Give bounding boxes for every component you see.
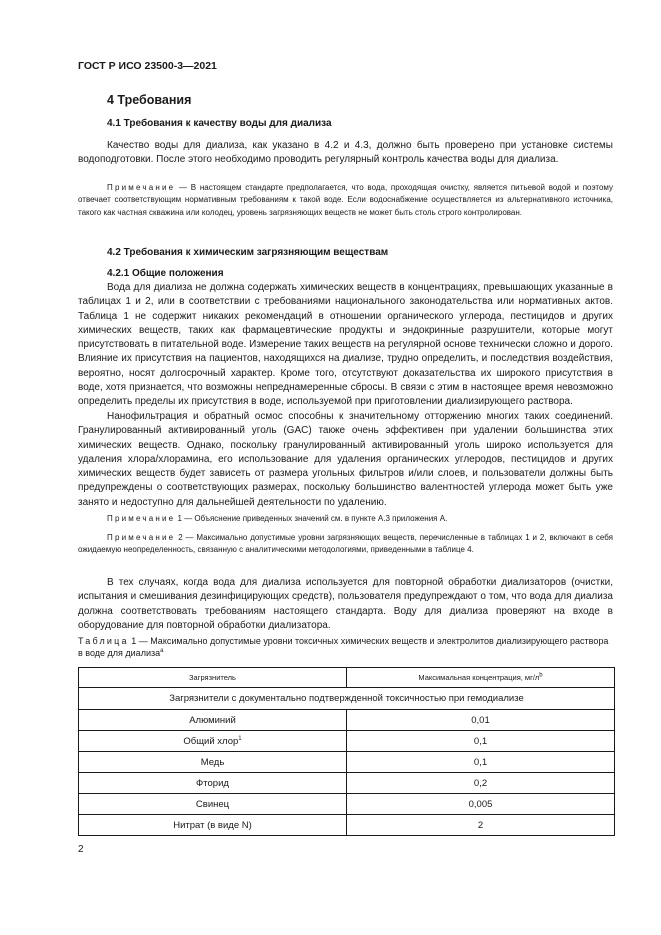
section-title-requirements: 4 Требования bbox=[107, 93, 192, 107]
table-row bbox=[79, 710, 615, 731]
max-concentration-value: 2 bbox=[347, 815, 615, 836]
paragraph-chemical-limits: Вода для диализа не должна содержать химических веществ в концентрациях, превышающих указанные в таблицах 1 и 2, или в соответствии с требованиями национального законодательства или нормативных актов. Таблица 1 не содержит никаких рекомендаций в отношении органического углерода, пестицидов и других химических веществ, таких как фармацевтические продукты и эндокринные разрушители, которые могут присутствовать в питательной воде. Измерение таких веществ на регулярной основе технически сложно и дорого. Влияние их присутствия на пациентов, находящихся на диализе, трудно определить, и последствия воздействия, вероятно, носят долгосрочный характер. Кроме того, отсутствуют доказательства их широкого присутствия в воде, хотя признается, что возможны непреднамеренные сбросы. В связи с этим в настоящее время невозможно определить пределы их присутствия в воде, используемой при приготовлении диализирующего раствора. bbox=[78, 282, 613, 408]
note-1-label: Примечание bbox=[107, 514, 176, 523]
max-concentration-value: 0,2 bbox=[347, 773, 615, 794]
page-number: 2 bbox=[78, 844, 84, 855]
table-caption-text: 1 — Максимально допустимые уровни токсичных химических веществ и электролитов диализирующего раствора в воде для диализа bbox=[78, 636, 609, 658]
max-concentration-value: 0,1 bbox=[347, 752, 615, 773]
contaminants-table bbox=[78, 667, 615, 836]
table-row bbox=[79, 773, 615, 794]
table-row bbox=[79, 752, 615, 773]
note-drinking-water bbox=[78, 182, 613, 219]
note-label: Примечание bbox=[107, 183, 176, 192]
subsection-title-chemical: 4.2 Требования к химическим загрязняющим веществам bbox=[107, 247, 389, 258]
contaminant-name: Свинец bbox=[79, 794, 347, 815]
table-caption-label: Таблица bbox=[78, 636, 129, 646]
contaminant-name: Нитрат (в виде N) bbox=[79, 815, 347, 836]
subsection-title-general: 4.2.1 Общие положения bbox=[107, 268, 224, 279]
paragraph-reprocessing: В тех случаях, когда вода для диализа используется для повторной обработки диализаторов (очистки, испытания и смешивания дезинфицирующих средств), пользователя предупреждают о том, что вода для диализа должна соответствовать требованиям настоящего стандарта. Воду для диализа проверяют на входе в оборудование для повторной обработки диализатора. bbox=[78, 577, 613, 631]
standard-header: ГОСТ Р ИСО 23500-3—2021 bbox=[78, 60, 217, 72]
note-2-label: Примечание bbox=[107, 533, 176, 542]
note-2-text: 2 — Максимально допустимые уровни загрязняющих веществ, перечисленные в таблицах 1 и 2, включают в себя ожидаемую неопределенность, связанную с аналитическими методологиями, приведенными в таблице 4. bbox=[78, 533, 613, 555]
table-header-row bbox=[79, 668, 615, 688]
table-row bbox=[79, 794, 615, 815]
paragraph-water-quality: Качество воды для диализа, как указано в 4.2 и 4.3, должно быть проверено при установке системы водоподготовки. После этого необходимо проводить регулярный контроль качества воды для диализа. bbox=[78, 140, 613, 166]
note-text: — В настоящем стандарте предполагается, что вода, проходящая очистку, является питьевой водой и поэтому отвечает соответствующим нормативным требованиям к такой воде. Если водоснабжение осуществляется из альтернативного источника, такого как частная скважина или колодец, уровень загрязняющих веществ не может быть столь строго контролирован. bbox=[78, 183, 613, 217]
note-2 bbox=[78, 532, 613, 557]
column-header-max-concentration: Максимальная концентрация, $мг/л^b$ bbox=[347, 668, 615, 688]
table-group-row bbox=[79, 688, 615, 710]
note-1-text: 1 — Объяснение приведенных значений см. в пункте А.3 приложения А. bbox=[175, 514, 448, 523]
subsection-title-water-quality: 4.1 Требования к качеству воды для диализа bbox=[107, 118, 332, 129]
table-row bbox=[79, 815, 615, 836]
contaminant-name: Общий хлор$^1$ bbox=[79, 731, 347, 752]
max-concentration-value: 0,005 bbox=[347, 794, 615, 815]
column-header-contaminant: Загрязнитель bbox=[79, 668, 347, 688]
table-caption bbox=[78, 635, 615, 659]
table-caption-footnote: а bbox=[160, 648, 164, 654]
table-row bbox=[79, 731, 615, 752]
contaminant-name: Алюминий bbox=[79, 710, 347, 731]
contaminant-name: Медь bbox=[79, 752, 347, 773]
note-1 bbox=[78, 513, 613, 525]
table-group-label: Загрязнители с документально подтвержденной токсичностью при гемодиализе bbox=[79, 688, 615, 710]
paragraph-nanofiltration: Нанофильтрация и обратный осмос способны к значительному отторжению многих таких соединений. Гранулированный активированный уголь (GAC) также очень эффективен при удалении большинства этих химических веществ. Однако, поскольку гранулированный активированный уголь широко используется для удаления хлора/хлорамина, его использование для удаления органических углеродов, пестицидов и других химических веществ будет зависеть от размера угольных фильтров и/или слоев, и пользователи должны быть предупреждены о соответствующих размерах, поскольку большинство валентностей углерода может быть уже занято и недоступно для дальнейшей деятельности по удалению. bbox=[78, 411, 613, 508]
max-concentration-value: 0,1 bbox=[347, 731, 615, 752]
max-concentration-value: 0,01 bbox=[347, 710, 615, 731]
contaminant-name: Фторид bbox=[79, 773, 347, 794]
